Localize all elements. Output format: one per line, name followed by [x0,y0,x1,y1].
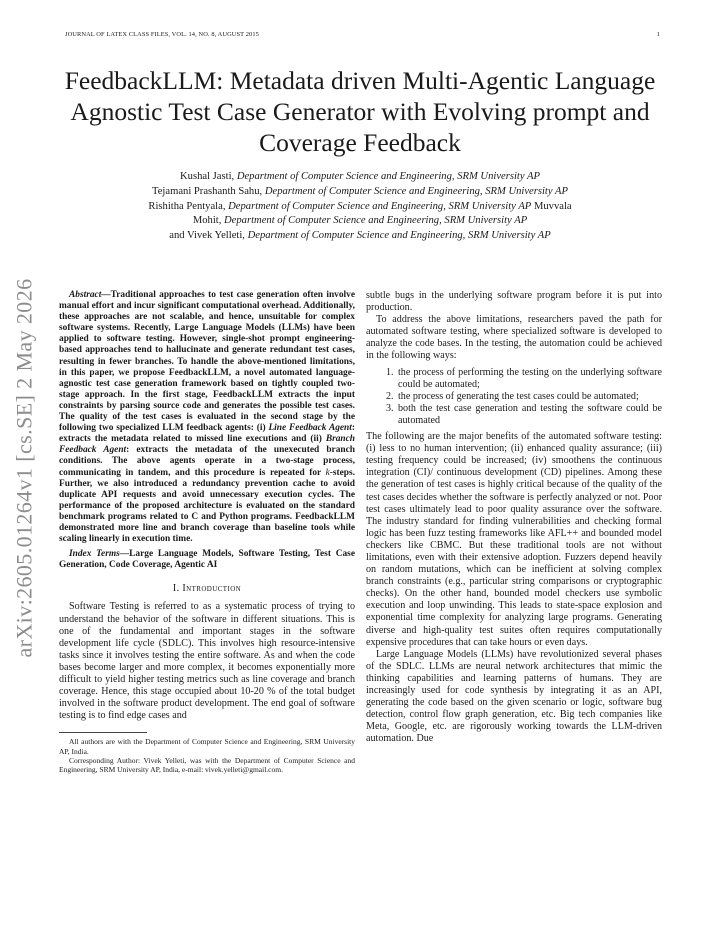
footnote: Corresponding Author: Vivek Yelleti, was with the Department of Computer Science and Engineering, SRM University AP, India, e-mail: vivek.yelleti@gmail.com. [59,755,355,774]
author-line [60,170,660,185]
running-header [65,31,660,43]
section-title: Introduction [182,583,242,595]
body-paragraph: Software Testing is referred to as a systematic process of trying to understand the behavior of the software in different situations. This is one of the fundamental and important stages in the software development life cycle (SDLC). This involves high resource-intensive tasks since it involves testing the entire software. As and when the code bases become larger and more complex, it becomes exponentially more difficult to yield higher testing metrics such as line coverage and branch coverage. Hence, this stage occupied about 10-20 % of the total budget involved in the software product development. The end goal of software testing is to find edge cases and [59,601,355,722]
author-name: Muvvala [533,200,572,212]
index-terms [59,549,355,571]
right-column [366,290,662,745]
list-item: 2. the process of generating the test cases could be automated; [396,391,662,403]
page-number: 1 [656,31,660,38]
arxiv-identifier: arXiv:2605.01264v1 [cs.SE] 2 May 2026 [11,278,37,658]
left-column [59,290,355,774]
list-item: 3. both the test case generation and testing the software could be automated [396,403,662,427]
abstract-text: -steps. Further, we also introduced a redundancy prevention cache to avoid duplicate API requests and avoid unnecessary execution cycles. The performance of the proposed architecture is evaluated on the standard benchmark programs related to C and Python programs. FeedbackLLM demonstrated more line and branch coverage than baseline tools while scaling linearly in execution time. [59,467,355,545]
abstract-text: : extracts the metadata related to missed line executions and (ii) [59,423,356,445]
body-paragraph: subtle bugs in the underlying software program before it is put into production. [366,290,662,314]
arxiv-stamp [6,263,42,673]
abstract-text: : extracts the metadata of the unexecuted branch conditions. The above agents operate in a two-stage process, communicating in tandem, and this procedure is repeated for [59,445,355,478]
paper-title: FeedbackLLM: Metadata driven Multi-Agentic Language Agnostic Test Case Generator with Evolving prompt and Coverage Feedback [64,66,656,157]
author-name: Mohit, [192,215,222,227]
abstract-text: —Traditional approaches to test case generation often involve manual effort and incur significant computational overhead. Additionally, these approaches are not scalable, and hence, unsuitable for complex software systems. Recently, Large Language Models (LLMs) have been applied to software testing. However, single-shot prompt engineering-based approaches tend to hallucinate and generate redundant test cases, resulting in fewer branches. To handle the above-mentioned limitations, in this paper, we propose FeedbackLLM, a novel automated language-agnostic test case generation framework based on tightly coupled two-stage approach. In the first stage, FeedbackLLM extracts the input constraints by parsing source code and generates the possible test cases. The quality of the test cases is evaluated in the second stage by the following two specialized LLM feedback agents: (i) [59,290,355,434]
author-affiliation: Department of Computer Science and Engineering, SRM University AP [247,230,551,242]
agent-name: Line Feedback Agent [268,423,352,434]
body-paragraph: The following are the major benefits of the automated software testing: (i) less to no human intervention; (ii) enhanced quality assurance; (iii) testing frequency could be increased; (iv) smoothens the continuous integration (CI)/ continuous development (CD) pipelines. Among these the generation of test cases is highly critical because of the quality of the test cases decides whether the software is perfectly analyzed or not. Poor test cases ultimately lead to poor quality assurance over the software. The industry standard for finding vulnerabilities and checking formal logic has been fuzz testing frameworks like AFL++ and bounded model checkers like CBMC. But these traditional tools are not without limitations, even with their extensive adoption. Fuzzers depend heavily on random mutations, which can be inefficient at solving complex branch constraints (e.g., particular string comparisons or cryptographic checks). On the other hand, bounded model checkers use symbolic execution and loop unwinding. This leads to state-space explosion and exponential time complexity for analyzing large programs. Generating diverse and high-quality test suites often requires computationally expensive procedures that can take hours or even days. [366,431,662,648]
automation-list [366,367,662,427]
journal-header: JOURNAL OF LATEX CLASS FILES, VOL. 14, NO. 8, AUGUST 2015 [65,31,259,38]
author-line [60,185,660,200]
author-name: Tejamani Prashanth Sahu, [152,185,263,197]
author-affiliation: Department of Computer Science and Engineering, SRM University AP [224,215,528,227]
author-affiliation: Department of Computer Science and Engineering, SRM University AP [236,171,540,182]
author-name: Kushal Jasti, [180,171,235,182]
index-terms-text: —Large Language Models, Software Testing, Test Case Generation, Code Coverage, Agentic AI [59,549,355,571]
author-affiliation: Department of Computer Science and Engineering, SRM University AP [228,200,532,212]
author-name: Rishitha Pentyala, [148,200,226,212]
author-block [60,170,660,244]
author-affiliation: Department of Computer Science and Engineering, SRM University AP [264,185,568,197]
author-line [60,229,660,244]
body-paragraph: Large Language Models (LLMs) have revolutionized several phases of the SDLC. LLMs are neural network architectures that mimic the thinking capabilities and learning patterns of humans. They are increasingly used for code synthesis by integrating it as an API, generating the code based on the given scenario or logic, software bug detection, control flow graph generation, etc. Big tech companies like Meta, Google, etc. are rigorously working towards the LLM-driven automation. Due [366,648,662,745]
section-numeral: I. [172,583,183,595]
author-line [60,200,660,215]
agent-name: Branch Feedback Agent [59,434,355,456]
abstract-label: Abstract [69,290,102,300]
author-line [60,214,660,229]
section-heading [59,583,355,595]
math-variable: k [325,467,330,478]
list-item: 1. the process of performing the testing on the underlying software could be automated; [396,367,662,391]
index-terms-label: Index Terms [69,549,120,560]
body-paragraph: To address the above limitations, researchers paved the path for automated software testing, where specialized software is developed to analyze the code bases. In the testing, the automation could be achieved in the following ways: [366,314,662,362]
footnote: All authors are with the Department of Computer Science and Engineering, SRM University AP, India. [59,737,355,756]
abstract [59,290,355,545]
author-name: and Vivek Yelleti, [169,230,245,242]
footnote-rule [59,732,147,733]
